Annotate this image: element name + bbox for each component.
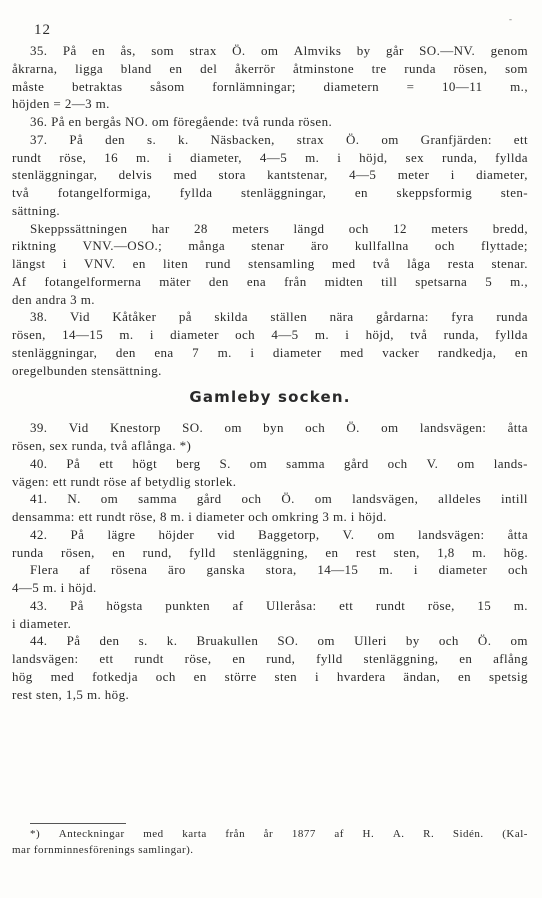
text-line: 42. På lägre höjder vid Baggetorp, V. om landsvägen: åtta	[30, 526, 528, 542]
text-line: höjden = 2—3 m.	[12, 96, 110, 112]
text-line: landsvägen: ett rundt röse, en rund, fylld stenläggning, en aflång	[12, 651, 528, 666]
text-line: den andra 3 m.	[12, 291, 95, 307]
text-line: runda rösen, en rund, fylld stenläggning, en rest sten, 1,8 m. hög.	[12, 544, 528, 560]
corner-mark: -	[509, 14, 512, 24]
text-line: två fotangelformiga, fyllda stenläggningar, en skeppsformig sten-	[12, 185, 528, 200]
text-line: 41. N. om samma gård och Ö. om landsvägen, alldeles intill	[30, 491, 528, 507]
text-line: oregelbunden stensättning.	[12, 362, 162, 378]
footnote-rule	[30, 823, 126, 824]
page-number: 12	[34, 22, 51, 38]
footnote-line: mar fornminnesförenings samlingar).	[12, 844, 194, 856]
text-line: vägen: ett rundt röse af betydlig storlek.	[12, 473, 237, 489]
text-line: rundt röse, 16 m. i diameter, 4—5 m. i höjd, sex runda, fyllda	[12, 149, 528, 165]
text-line: 40. På ett högt berg S. om samma gård och V. om lands-	[30, 455, 528, 471]
text-line: 4—5 m. i höjd.	[12, 580, 97, 595]
text-line: densamma: ett rundt röse, 8 m. i diameter och omkring 3 m. i höjd.	[12, 509, 387, 524]
footnote	[12, 826, 528, 858]
text-line: 37. På den s. k. Näsbacken, strax Ö. om Granfjärden: ett	[30, 131, 528, 147]
text-line: 35. På en ås, som strax Ö. om Almviks by går SO.—NV. genom	[30, 43, 528, 58]
text-line: måste betraktas såsom fornlämningar; diametern = 10—11 m.,	[12, 78, 528, 94]
page-body	[12, 42, 528, 703]
text-line: åkrarna, ligga bland en del åkerrör åtminstone tre runda rösen, som	[12, 60, 528, 76]
text-line: stenläggningar, delvis med stora kantstenar, 4—5 meter i diameter,	[12, 167, 528, 183]
text-line: riktning VNV.—OSO.; många stenar äro kullfallna och flyttade;	[12, 238, 528, 254]
entries-39-44	[12, 419, 528, 703]
text-line: rösen, 14—15 m. i diameter och 4—5 m. i höjd, två runda, fyllda	[12, 327, 528, 342]
footnote-line: *) Anteckningar med karta från år 1877 af H. A. R. Sidén. (Kal-	[30, 828, 528, 840]
text-line: rest sten, 1,5 m. hög.	[12, 686, 130, 702]
text-line: i diameter.	[12, 615, 72, 631]
text-line: 44. På den s. k. Bruakullen SO. om Ulleri by och Ö. om	[30, 633, 528, 649]
text-line: rösen, sex runda, två aflånga. *)	[12, 438, 192, 453]
text-line: hög med fotkedja och en större sten i hvardera ändan, en spetsig	[12, 668, 528, 684]
text-line: Skeppssättningen har 28 meters längd och 12 meters bredd,	[30, 220, 528, 236]
text-line: sättning.	[12, 202, 61, 218]
entries-35-38	[12, 42, 528, 379]
text-line: Af fotangelformerna mäter den ena från midten till spetsarna 5 m.,	[12, 273, 528, 289]
text-line: Flera af rösena äro ganska stora, 14—15 m. i diameter och	[30, 562, 528, 578]
section-heading: Gamleby socken.	[189, 388, 351, 407]
text-line: 39. Vid Knestorp SO. om byn och Ö. om landsvägen: åtta	[30, 420, 528, 436]
text-line: 36. På en bergås NO. om föregående: två runda rösen.	[30, 114, 333, 129]
text-line: 43. På högsta punkten af Ulleråsa: ett rundt röse, 15 m.	[30, 597, 528, 613]
text-line: stenläggningar, den ena 7 m. i diameter med vacker randkedja, en	[12, 344, 528, 360]
text-line: 38. Vid Kåtåker på skilda ställen nära gårdarna: fyra runda	[30, 309, 528, 325]
text-line: längst i VNV. en liten rund stensamling med två låga resta stenar.	[12, 256, 528, 271]
